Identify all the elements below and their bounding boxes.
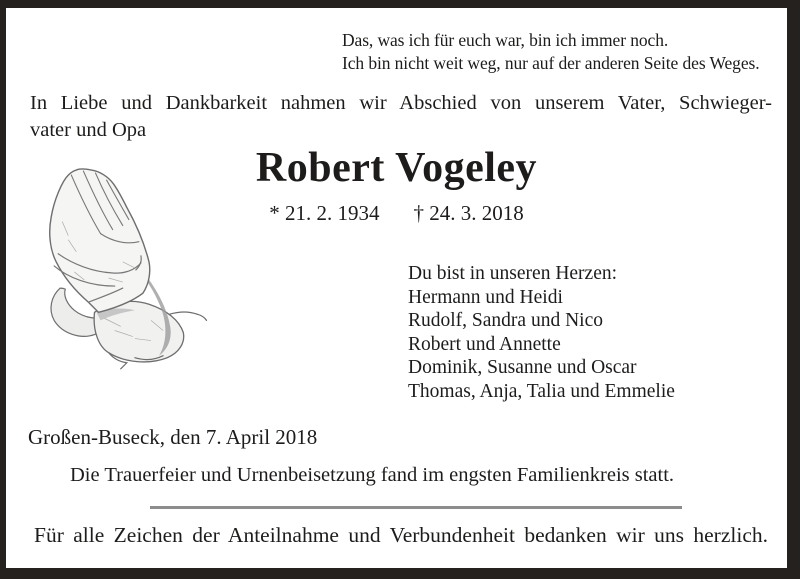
- intro-line-1: In Liebe und Dankbarkeit nahmen wir Abschied von unserem Vater, Schwieger-: [30, 92, 772, 114]
- mourners-heading: Du bist in unseren Herzen:: [408, 263, 618, 284]
- mourner-line: Dominik, Susanne und Oscar: [408, 357, 637, 378]
- place-and-date: Großen-Buseck, den 7. April 2018: [28, 425, 318, 449]
- thanks-line: Für alle Zeichen der Anteilnahme und Verbundenheit bedanken wir uns herzlich.: [34, 523, 768, 547]
- mourner-line: Robert und Annette: [408, 333, 561, 355]
- mourners-list: [408, 262, 675, 403]
- funeral-notice: Die Trauerfeier und Urnenbeisetzung fand im engsten Familienkreis statt.: [70, 464, 675, 486]
- deceased-name: Robert Vogeley: [255, 145, 538, 191]
- intro-line-2: vater und Opa: [30, 119, 147, 141]
- memorial-quote: [342, 29, 759, 75]
- divider-line: [150, 506, 682, 509]
- quote-line-1: Das, was ich für euch war, bin ich immer noch.: [342, 30, 669, 50]
- birth-date: * 21. 2. 1934: [269, 201, 380, 225]
- quote-line-2: Ich bin nicht weit weg, nur auf der anderen Seite des Weges.: [342, 53, 760, 73]
- mourner-line: Thomas, Anja, Talia und Emmelie: [408, 380, 675, 402]
- mourner-line: Rudolf, Sandra und Nico: [408, 310, 603, 331]
- intro-text: [30, 90, 772, 144]
- praying-hands-image: [38, 160, 260, 394]
- death-date: † 24. 3. 2018: [413, 201, 524, 225]
- mourner-line: Hermann und Heidi: [408, 286, 563, 308]
